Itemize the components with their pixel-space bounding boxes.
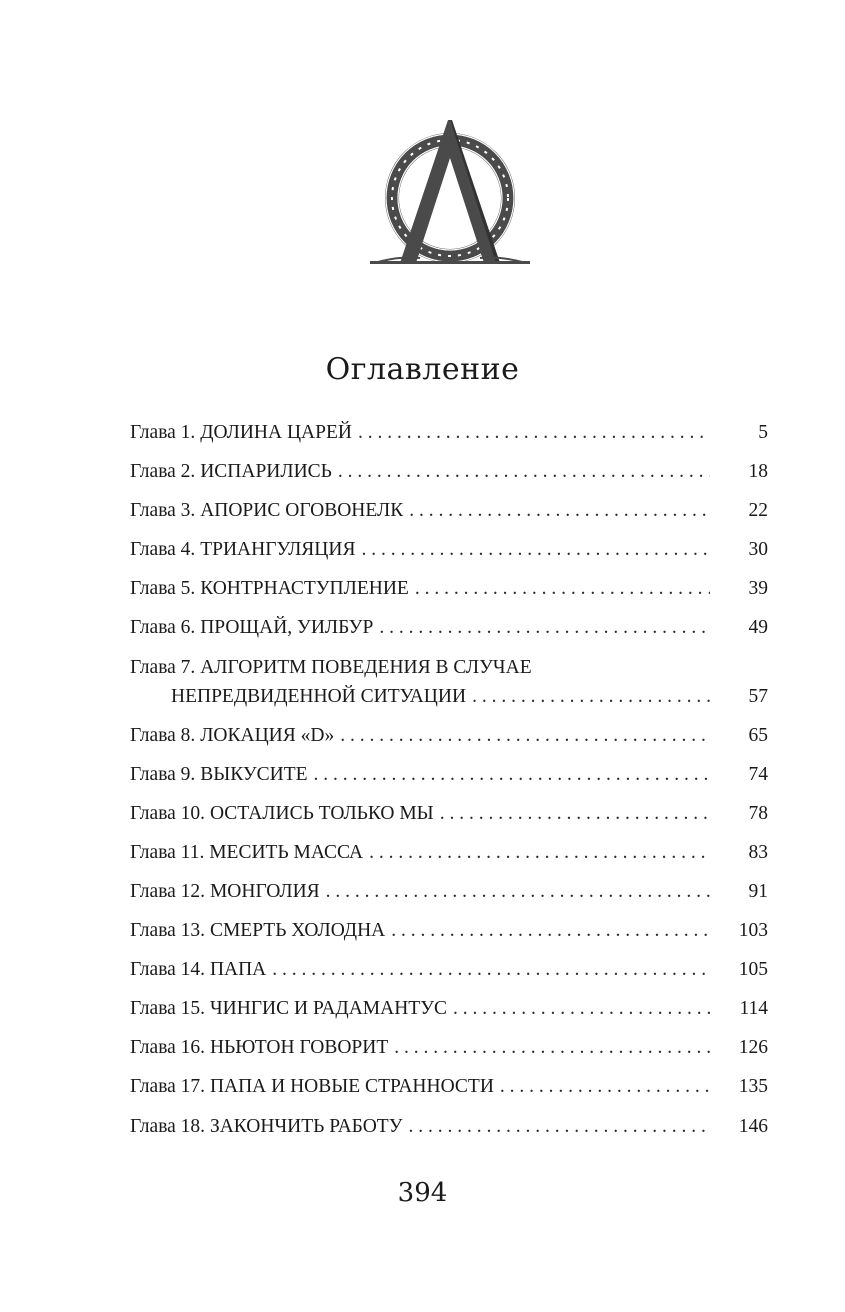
toc-entry bbox=[130, 877, 768, 916]
toc-entry bbox=[130, 496, 768, 535]
toc-chapter-label: Глава 6. bbox=[130, 617, 196, 639]
toc-entry-line bbox=[130, 682, 768, 712]
toc-chapter-title: ЧИНГИС И РАДАМАНТУС bbox=[209, 998, 448, 1020]
toc-page-number: 49 bbox=[748, 617, 768, 639]
toc-page-number: 30 bbox=[748, 539, 768, 561]
toc-page-number: 146 bbox=[738, 1115, 768, 1137]
toc-chapter-title: АПОРИС ОГОВОНЕЛК bbox=[200, 500, 404, 522]
toc-chapter-title: МЕСИТЬ МАССА bbox=[209, 841, 364, 863]
toc-chapter-label: Глава 7. bbox=[130, 656, 196, 678]
toc-page-number: 57 bbox=[748, 685, 768, 707]
toc-leader-dots bbox=[440, 799, 710, 829]
toc-entry bbox=[130, 994, 768, 1033]
toc-chapter-label: Глава 17. bbox=[130, 1076, 206, 1098]
toc-chapter-title: МОНГОЛИЯ bbox=[209, 880, 320, 902]
toc-leader-dots bbox=[379, 613, 710, 643]
toc-chapter-title: ЗАКОНЧИТЬ РАБОТУ bbox=[209, 1115, 403, 1137]
toc-entry bbox=[130, 721, 768, 760]
toc-chapter-title: ВЫКУСИТЕ bbox=[200, 763, 308, 785]
toc-entry bbox=[130, 799, 768, 838]
toc-leader-dots bbox=[272, 955, 710, 985]
toc-page-number: 39 bbox=[748, 578, 768, 600]
toc-chapter-title: АЛГОРИТМ ПОВЕДЕНИЯ В СЛУЧАЕ bbox=[200, 656, 532, 678]
toc-leader-dots bbox=[338, 457, 710, 487]
page-title: Оглавление bbox=[325, 352, 520, 387]
toc-leader-dots bbox=[361, 535, 710, 565]
toc-entry bbox=[130, 760, 768, 799]
toc-entry bbox=[130, 613, 768, 652]
toc-chapter-title: КОНТРНАСТУПЛЕНИЕ bbox=[200, 578, 409, 600]
toc-chapter-title: ПАПА bbox=[209, 959, 267, 981]
toc-entry bbox=[130, 916, 768, 955]
toc-entry-text bbox=[130, 535, 355, 565]
toc-entry-text bbox=[130, 1112, 403, 1142]
toc-chapter-label: Глава 15. bbox=[130, 998, 206, 1020]
toc-entry-text bbox=[130, 613, 373, 643]
toc-entry-text bbox=[130, 760, 308, 790]
page-number: 394 bbox=[397, 1178, 448, 1208]
toc-entry bbox=[130, 457, 768, 496]
toc-entry-text bbox=[130, 877, 320, 907]
toc-chapter-label: Глава 8. bbox=[130, 724, 196, 746]
toc-chapter-label: Глава 14. bbox=[130, 959, 206, 981]
toc-leader-dots bbox=[391, 916, 710, 946]
toc-chapter-title: СМЕРТЬ ХОЛОДНА bbox=[209, 920, 386, 942]
toc-chapter-title: ИСПАРИЛИСЬ bbox=[200, 461, 332, 483]
toc-entry-text bbox=[130, 1072, 494, 1102]
toc-leader-dots bbox=[453, 994, 710, 1024]
toc-entry bbox=[130, 1112, 768, 1151]
toc-leader-dots bbox=[409, 496, 710, 526]
toc-page-number: 65 bbox=[748, 724, 768, 746]
toc-chapter-label: Глава 3. bbox=[130, 500, 196, 522]
toc-page-number: 91 bbox=[748, 880, 768, 902]
toc-entry-text bbox=[130, 457, 332, 487]
toc-leader-dots bbox=[409, 1112, 710, 1142]
toc-page-number: 114 bbox=[739, 998, 768, 1020]
toc-page-number: 103 bbox=[738, 920, 768, 942]
toc-chapter-label: Глава 4. bbox=[130, 539, 196, 561]
toc-entry-text bbox=[130, 418, 352, 448]
toc-page-number: 18 bbox=[748, 461, 768, 483]
toc-chapter-title: ОСТАЛИСЬ ТОЛЬКО МЫ bbox=[209, 802, 434, 824]
toc-leader-dots bbox=[415, 574, 710, 604]
toc-chapter-label: Глава 12. bbox=[130, 880, 206, 902]
toc-leader-dots bbox=[340, 721, 710, 751]
toc-chapter-title: ПРОЩАЙ, УИЛБУР bbox=[200, 617, 374, 639]
toc-leader-dots bbox=[500, 1072, 710, 1102]
toc-entry bbox=[130, 574, 768, 613]
toc-chapter-label: Глава 2. bbox=[130, 461, 196, 483]
toc-page-number: 135 bbox=[738, 1076, 768, 1098]
toc-leader-dots bbox=[326, 877, 710, 907]
toc-page-number: 83 bbox=[748, 841, 768, 863]
toc-entry-text bbox=[130, 1033, 388, 1063]
toc-entry-line bbox=[130, 653, 768, 682]
toc-entry-text bbox=[130, 955, 266, 985]
toc-chapter-label: Глава 10. bbox=[130, 802, 206, 824]
toc-entry-text bbox=[130, 994, 447, 1024]
toc-chapter-label: Глава 18. bbox=[130, 1115, 206, 1137]
toc-leader-dots bbox=[358, 418, 710, 448]
emblem-icon bbox=[370, 118, 530, 268]
toc-page-number: 105 bbox=[738, 959, 768, 981]
toc-chapter-label: Глава 5. bbox=[130, 578, 196, 600]
toc-page-number: 74 bbox=[748, 763, 768, 785]
toc-entry bbox=[130, 1072, 768, 1111]
toc-chapter-label: Глава 1. bbox=[130, 422, 196, 443]
toc-chapter-label: Глава 11. bbox=[130, 841, 205, 863]
toc-leader-dots bbox=[472, 682, 710, 712]
toc-entry-text bbox=[130, 721, 334, 751]
toc-chapter-label: Глава 9. bbox=[130, 763, 196, 785]
toc-entry-text bbox=[130, 496, 403, 526]
table-of-contents bbox=[130, 418, 768, 1151]
toc-chapter-title: ПАПА И НОВЫЕ СТРАННОСТИ bbox=[209, 1076, 494, 1098]
toc-page-number: 5 bbox=[758, 422, 768, 443]
toc-leader-dots bbox=[369, 838, 710, 868]
toc-page-number: 22 bbox=[748, 500, 768, 522]
toc-entry bbox=[130, 535, 768, 574]
toc-entry-text bbox=[130, 916, 385, 946]
toc-chapter-title: ЛОКАЦИЯ «D» bbox=[200, 724, 335, 746]
toc-chapter-title: НЬЮТОН ГОВОРИТ bbox=[209, 1037, 389, 1059]
toc-leader-dots bbox=[394, 1033, 710, 1063]
toc-entry-text bbox=[130, 574, 409, 604]
toc-page-number: 78 bbox=[748, 802, 768, 824]
toc-chapter-title-continued: НЕПРЕДВИДЕННОЙ СИТУАЦИИ bbox=[171, 685, 467, 707]
toc-chapter-title: ДОЛИНА ЦАРЕЙ bbox=[200, 422, 352, 443]
toc-entry bbox=[130, 1033, 768, 1072]
toc-chapter-title: ТРИАНГУЛЯЦИЯ bbox=[200, 539, 356, 561]
toc-entry bbox=[130, 838, 768, 877]
toc-entry bbox=[130, 418, 768, 457]
toc-chapter-label: Глава 13. bbox=[130, 920, 206, 942]
toc-chapter-label: Глава 16. bbox=[130, 1037, 206, 1059]
toc-entry bbox=[130, 653, 768, 721]
toc-entry bbox=[130, 955, 768, 994]
toc-leader-dots bbox=[314, 760, 710, 790]
toc-page-number: 126 bbox=[738, 1037, 768, 1059]
toc-entry-text bbox=[130, 799, 434, 829]
toc-entry-text bbox=[130, 838, 363, 868]
